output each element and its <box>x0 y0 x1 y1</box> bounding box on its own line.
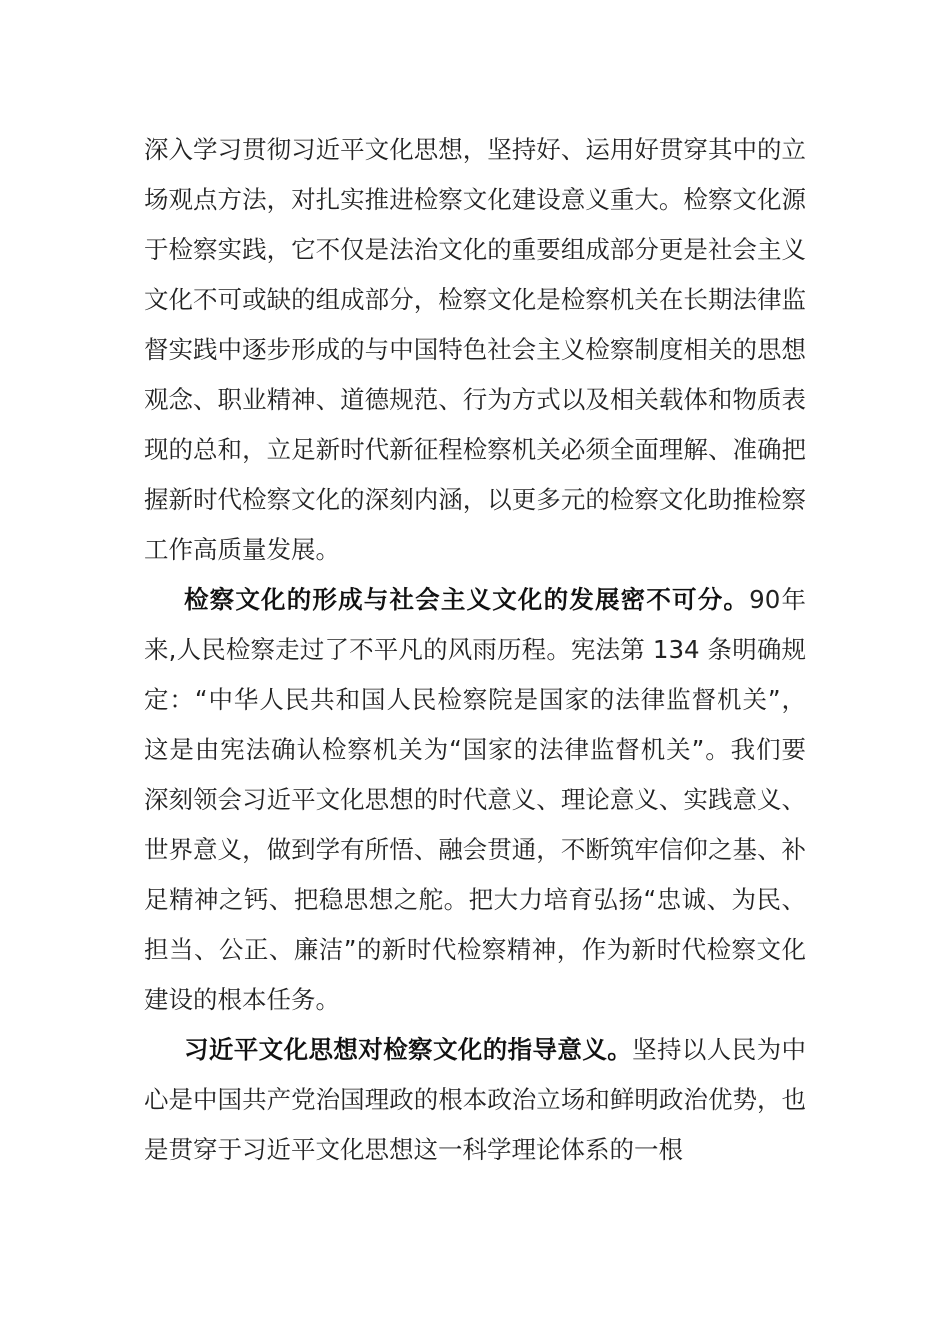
paragraph-3-lead: 习近平文化思想对检察文化的指导意义。 <box>184 1035 633 1064</box>
paragraph-3-text: 坚持以人民为中心是中国共产党治国理政的根本政治立场和鲜明政治优势，也是贯穿于习近平文化思想这一科学理论体系的一根 <box>144 1035 806 1164</box>
paragraph-1-text: 深入学习贯彻习近平文化思想，坚持好、运用好贯穿其中的立场观点方法，对扎实推进检察文化建设意义重大。检察文化源于检察实践，它不仅是法治文化的重要组成部分更是社会主义文化不可或缺的组成部分，检察文化是检察机关在长期法律监督实践中逐步形成的与中国特色社会主义检察制度相关的思想观念、职业精神、道德规范、行为方式以及相关载体和物质表现的总和，立足新时代新征程检察机关必须全面理解、准确把握新时代检察文化的深刻内涵，以更多元的检察文化助推检察工作高质量发展。 <box>144 135 806 564</box>
paragraph-3 <box>144 1025 806 1175</box>
paragraph-2-text: 90年来,人民检察走过了不平凡的风雨历程。宪法第 134 条明确规定：“中华人民共和国人民检察院是国家的法律监督机关”，这是由宪法确认检察机关为“国家的法律监督机关”。我们要深刻领会习近平文化思想的时代意义、理论意义、实践意义、世界意义，做到学有所悟、融会贯通，不断筑牢信仰之基、补足精神之钙、把稳思想之舵。把大力培育弘扬“忠诚、为民、担当、公正、廉洁”的新时代检察精神，作为新时代检察文化建设的根本任务。 <box>144 585 806 1014</box>
paragraph-2-lead: 检察文化的形成与社会主义文化的发展密不可分。 <box>184 585 750 614</box>
document-body <box>144 125 806 1175</box>
paragraph-2 <box>144 575 806 1025</box>
paragraph-1 <box>144 125 806 575</box>
